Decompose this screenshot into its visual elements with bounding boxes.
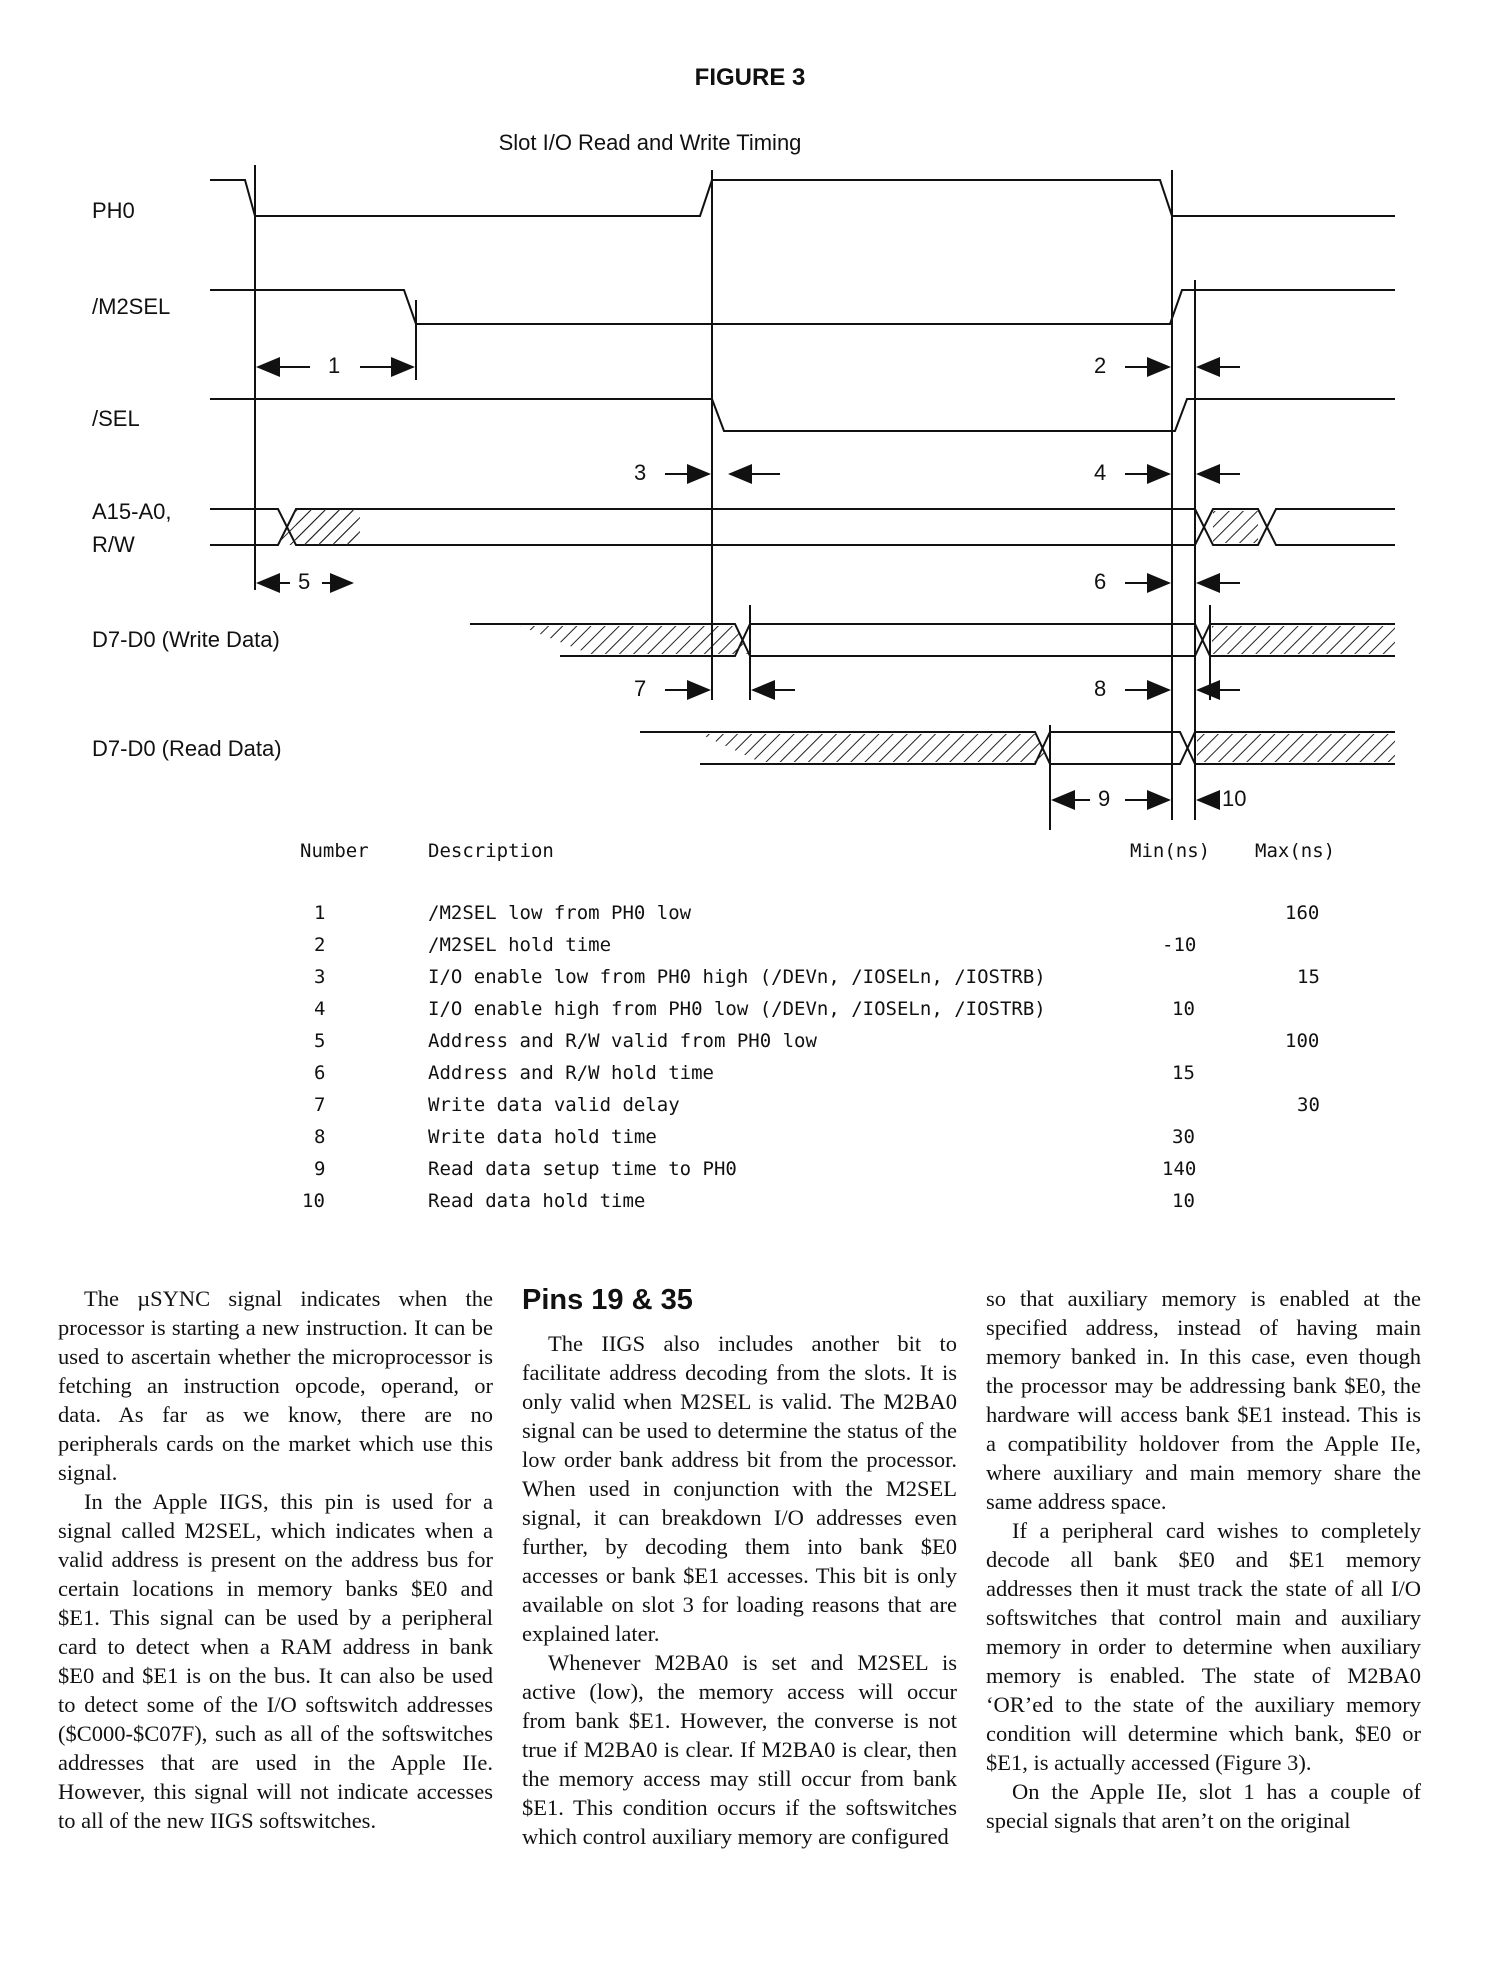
timing-label-4: 4 <box>1094 460 1107 485</box>
timing-label-10: 10 <box>1222 786 1247 811</box>
sel-waveform <box>210 399 1395 431</box>
signal-label-m2sel: /M2SEL <box>92 294 171 319</box>
signal-label-write-data: D7-D0 (Write Data) <box>92 627 280 652</box>
timing-diagram <box>0 0 1500 840</box>
text-column-1 <box>58 1284 493 1835</box>
paragraph: If a peripheral card wishes to completely decode all bank $E0 and $E1 memory addresses then it must track the state of all I/O softswitches that control main and auxiliary memory in order to determine when auxiliary memory is enabled. The state of M2BA0 ‘OR’ed to the state of the auxiliary memory condition will determine which bank, $E0 or $E1, is actually accessed (Figure 3). <box>986 1518 1421 1775</box>
timing-label-8: 8 <box>1094 676 1107 701</box>
ph0-waveform <box>210 180 1395 216</box>
table-row: 1 /M2SEL low from PH0 low 160 <box>314 902 1320 924</box>
figure-subtitle: Slot I/O Read and Write Timing <box>498 130 802 155</box>
timing-label-9: 9 <box>1098 786 1111 811</box>
section-heading: Pins 19 & 35 <box>522 1284 693 1316</box>
signal-label-address: A15-A0, <box>92 499 172 524</box>
paragraph: In the Apple IIGS, this pin is used for a signal called M2SEL, which indicates when a valid address is present on the address bus for certain locations in memory banks $E0 and $E1. This signal can be used by a peripheral card to detect when a RAM address in bank $E0 and $E1 is on the bus. It can also be used to detect some of the I/O softswitch addresses ($C000-$C07F), such as all of the softswitches addresses that are used in the Apple IIe. However, this signal will not indicate accesses to all of the new IIGS softswitches. <box>58 1489 493 1833</box>
signal-label-sel: /SEL <box>92 406 140 431</box>
header-number: Number <box>300 840 369 862</box>
paragraph: The IIGS also includes another bit to facilitate address decoding from the slots. It is only valid when M2SEL is valid. The M2BA0 signal can be used to determine the status of the low order bank address bit from the processor. When used in conjunction with the M2SEL signal, it can breakdown I/O addresses even further, by decoding them into bank $E0 accesses or bank $E1 accesses. This bit is only available on slot 3 for loading reasons that are explained later. <box>522 1331 957 1646</box>
timing-label-3: 3 <box>634 460 647 485</box>
table-row: 2 /M2SEL hold time -10 <box>314 934 1197 956</box>
header-max: Max(ns) <box>1255 840 1336 862</box>
table-row: 4 I/O enable high from PH0 low (/DEVn, /IOSELn, /IOSTRB) 10 <box>314 998 1195 1020</box>
text-column-3 <box>986 1284 1421 1835</box>
timing-label-6: 6 <box>1094 569 1107 594</box>
header-min: Min(ns) <box>1130 840 1211 862</box>
timing-label-5: 5 <box>298 569 311 594</box>
timing-label-7: 7 <box>634 676 647 701</box>
table-row: 10 Read data hold time 10 <box>302 1190 1195 1212</box>
table-row: 8 Write data hold time 30 <box>314 1126 1195 1148</box>
signal-label-ph0: PH0 <box>92 198 135 223</box>
table-row: 9 Read data setup time to PH0 140 <box>314 1158 1197 1180</box>
signal-label-rw: R/W <box>92 532 135 557</box>
paragraph: The µSYNC signal indicates when the processor is starting a new instruction. It can be used to ascertain whether the microprocessor is fetching an instruction opcode, operand, or data. As far as we know, there are no peripherals cards on the market which use this signal. <box>58 1286 493 1485</box>
table-row: 5 Address and R/W valid from PH0 low 100 <box>314 1030 1320 1052</box>
table-row: 3 I/O enable low from PH0 high (/DEVn, /IOSELn, /IOSTRB) 15 <box>314 966 1320 988</box>
figure-title: FIGURE 3 <box>694 64 806 91</box>
paragraph: On the Apple IIe, slot 1 has a couple of special signals that aren’t on the original <box>986 1779 1421 1833</box>
timing-label-1: 1 <box>328 353 341 378</box>
table-row: 6 Address and R/W hold time 15 <box>314 1062 1195 1084</box>
text-column-2 <box>522 1284 957 1851</box>
paragraph: Whenever M2BA0 is set and M2SEL is active (low), the memory access will occur from bank $E1. However, the converse is not true if M2BA0 is clear. If M2BA0 is clear, then the memory access may still occur from bank $E1. This condition occurs if the softswitches which control auxiliary memory are configured <box>522 1650 957 1849</box>
m2sel-waveform <box>210 290 1395 324</box>
timing-label-2: 2 <box>1094 353 1107 378</box>
paragraph: so that auxiliary memory is enabled at the specified address, instead of having main memory banked in. In this case, even though the processor may be addressing bank $E0, the hardware will access bank $E1 instead. This is a compatibility holdover from the Apple IIe, where auxiliary and main memory share the same address space. <box>986 1286 1421 1514</box>
header-description: Description <box>428 840 554 862</box>
signal-label-read-data: D7-D0 (Read Data) <box>92 736 282 761</box>
table-row: 7 Write data valid delay 30 <box>314 1094 1320 1116</box>
